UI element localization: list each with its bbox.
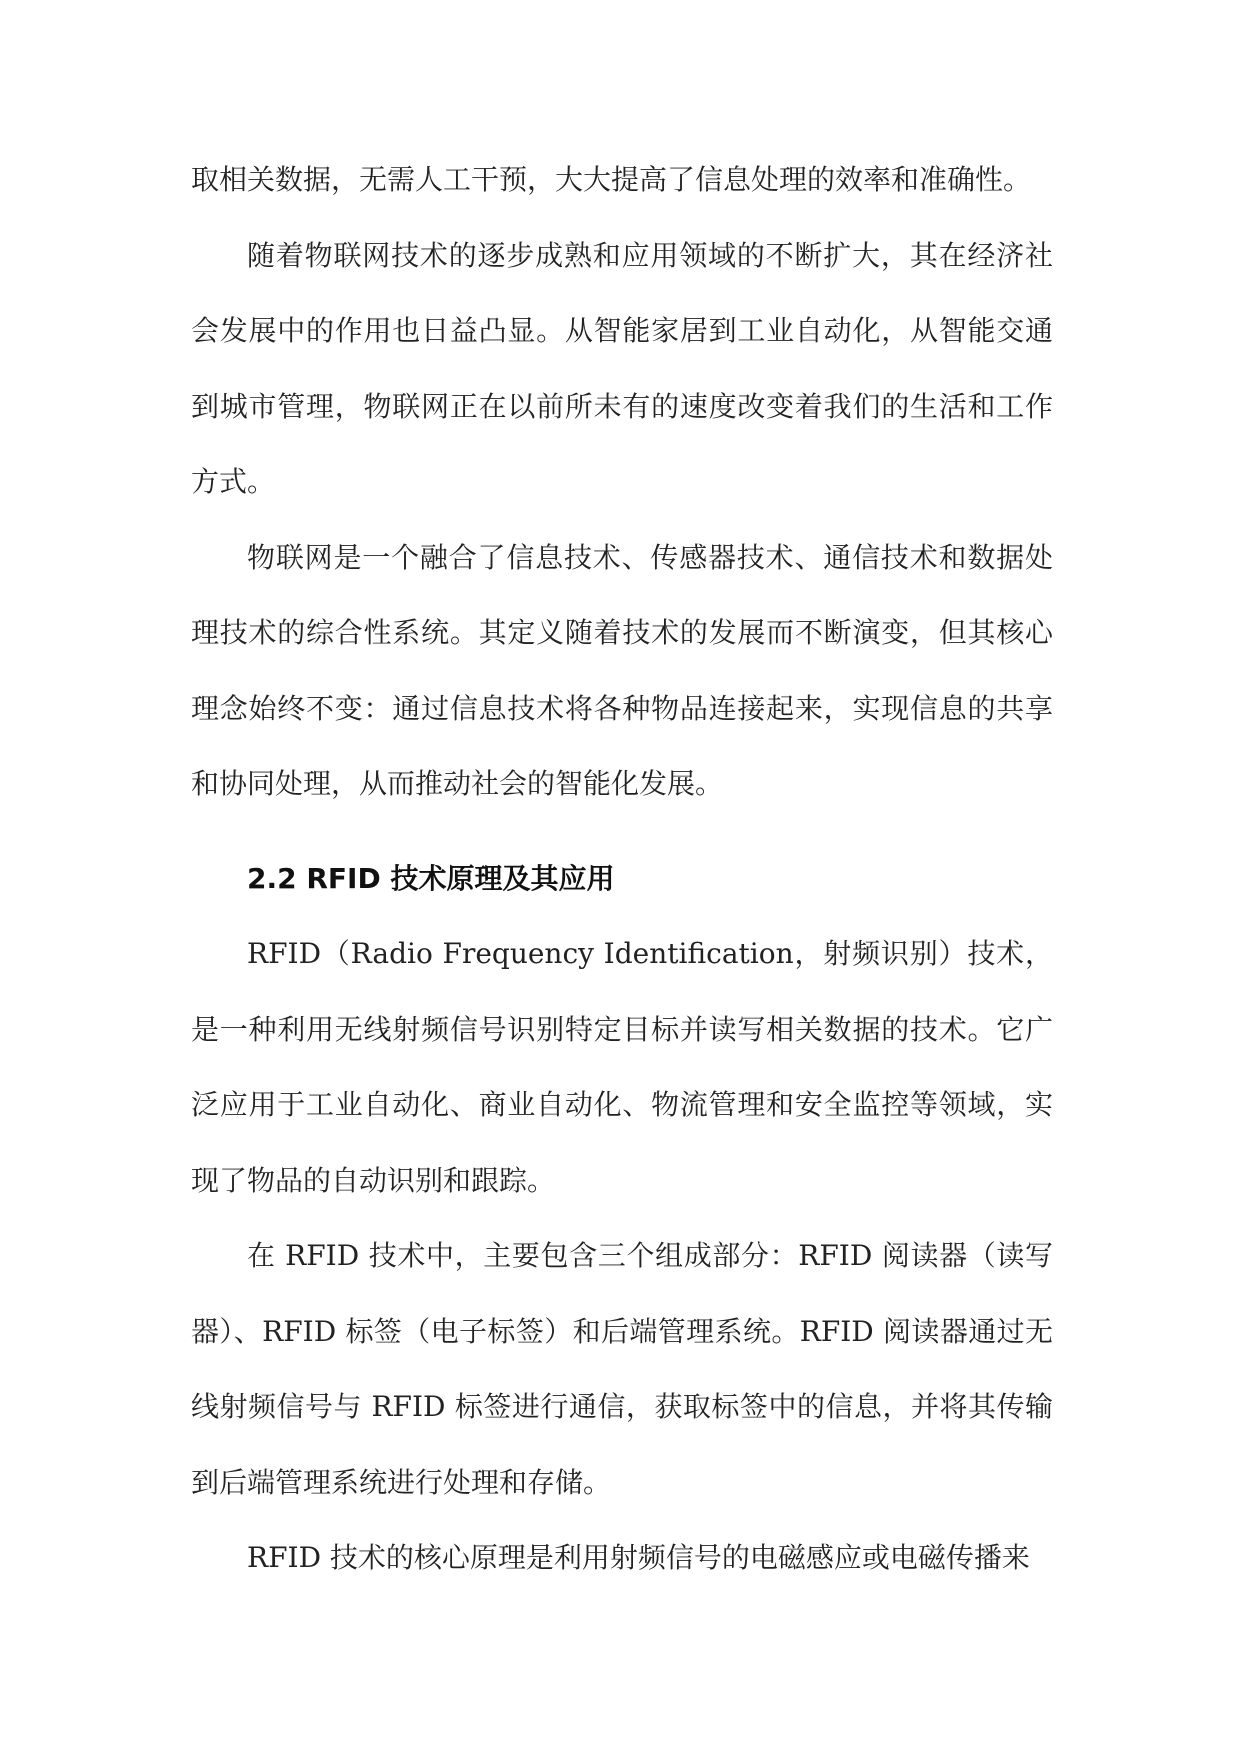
paragraph-iot-definition: 物联网是一个融合了信息技术、传感器技术、通信技术和数据处理技术的综合性系统。其定义随着技术的发展而不断演变，但其核心理念始终不变：通过信息技术将各种物品连接起来，实现信息的共享和协同处理，从而推动社会的智能化发展。 [191, 540, 1053, 800]
paragraph-rfid-intro: RFID（Radio Frequency Identification，射频识别）技术，是一种利用无线射频信号识别特定目标并读写相关数据的技术。它广泛应用于工业自动化、商业自动化、物流管理和安全监控等领域，实现了物品的自动识别和跟踪。 [191, 937, 1053, 1197]
paragraph-rfid-components: 在 RFID 技术中，主要包含三个组成部分：RFID 阅读器（读写器）、RFID 标签（电子标签）和后端管理系统。RFID 阅读器通过无线射频信号与 RFID 标签进行通信，获取标签中的信息，并将其传输到后端管理系统进行处理和存储。 [191, 1239, 1053, 1499]
paragraph-continuation: 取相关数据，无需人工干预，大大提高了信息处理的效率和准确性。 [191, 163, 1032, 196]
paragraph-iot-development: 随着物联网技术的逐步成熟和应用领域的不断扩大，其在经济社会发展中的作用也日益凸显。从智能家居到工业自动化，从智能交通到城市管理，物联网正在以前所未有的速度改变着我们的生活和工作方式。 [191, 238, 1053, 498]
section-heading: 2.2 RFID 技术原理及其应用 [247, 861, 615, 895]
document-body [191, 142, 1053, 1596]
paragraph-rfid-principle: RFID 技术的核心原理是利用射频信号的电磁感应或电磁传播来 [247, 1541, 1030, 1574]
